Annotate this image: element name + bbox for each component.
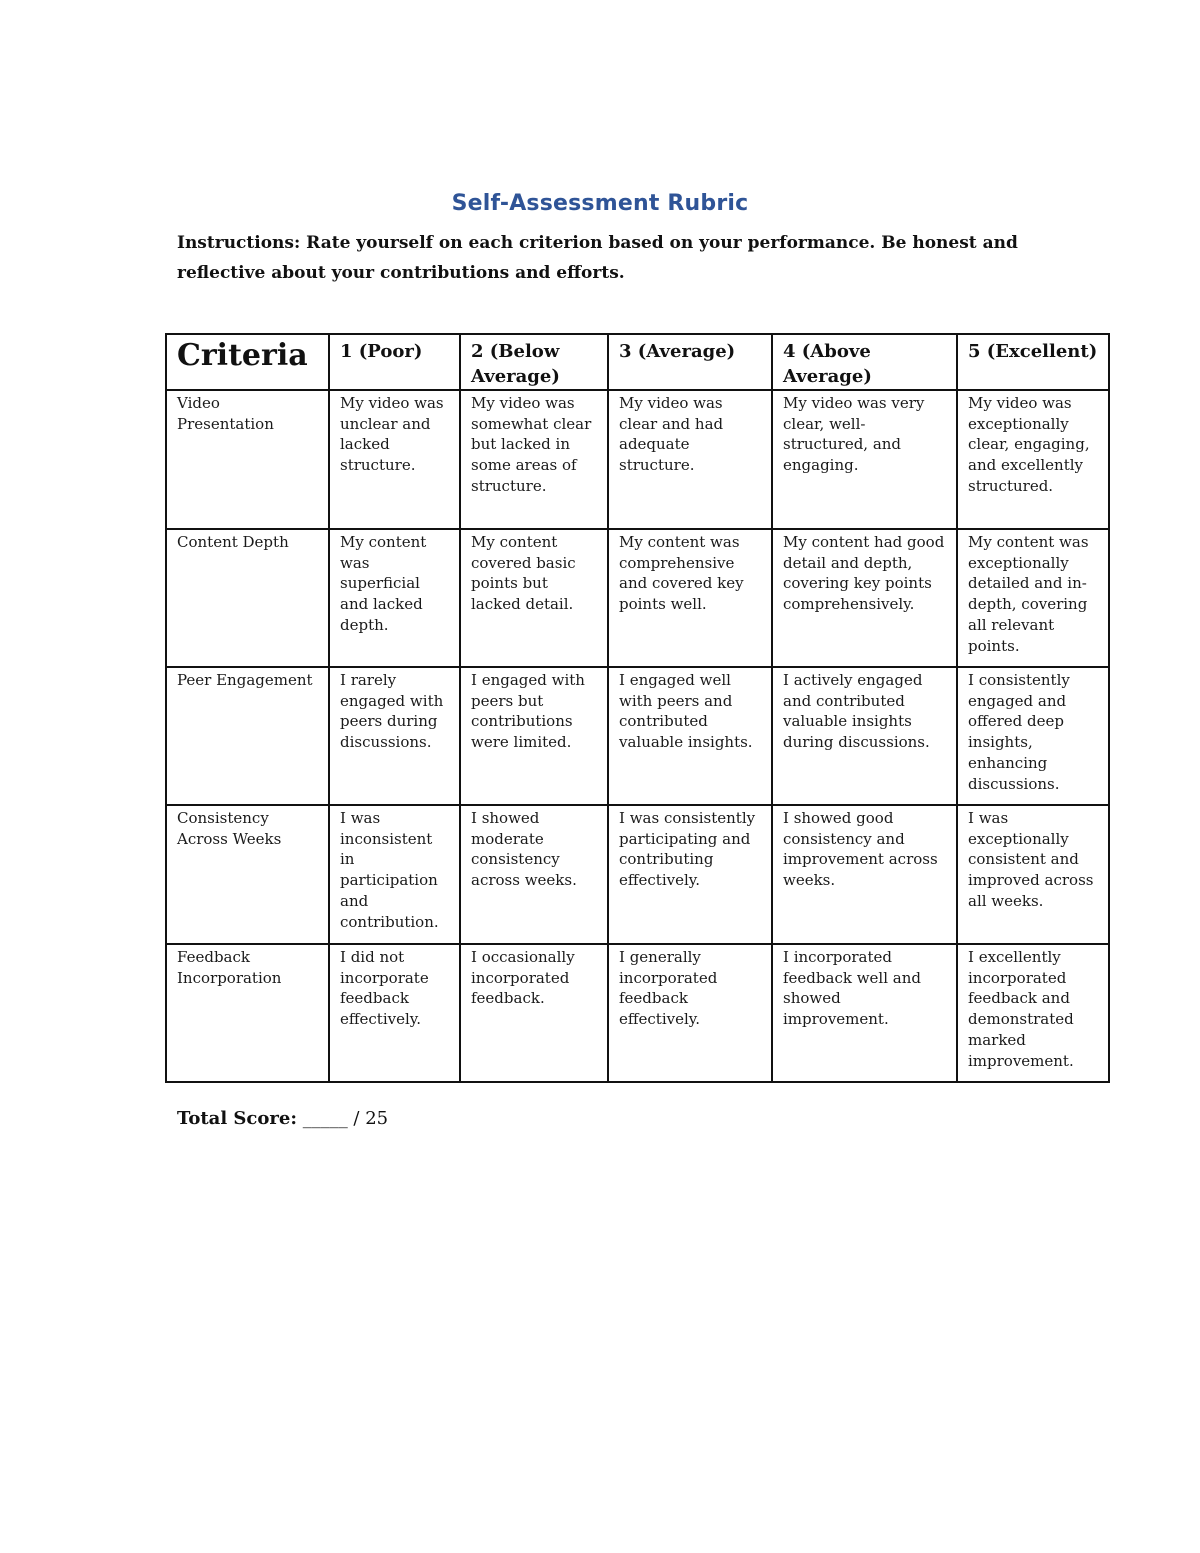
instructions-line: reflective about your contributions and efforts. xyxy=(177,263,625,283)
table-row xyxy=(166,529,1109,667)
rubric-cell: I occasionally incorporated feedback. xyxy=(460,944,608,1082)
column-header-score-4: 4 (Above Average) xyxy=(772,334,957,390)
criterion-cell: Content Depth xyxy=(166,529,329,667)
column-header-score-5: 5 (Excellent) xyxy=(957,334,1109,390)
rubric-cell: I did not incorporate feedback effectively. xyxy=(329,944,460,1082)
total-score-label: Total Score: xyxy=(177,1108,297,1129)
criterion-cell: Feedback Incorporation xyxy=(166,944,329,1082)
table-row xyxy=(166,944,1109,1082)
rubric-cell: My video was unclear and lacked structure. xyxy=(329,390,460,529)
table-header-row xyxy=(166,334,1109,390)
instructions-line: Instructions: Rate yourself on each criterion based on your performance. Be honest and xyxy=(177,233,1018,253)
rubric-cell: I consistently engaged and offered deep insights, enhancing discussions. xyxy=(957,667,1109,805)
column-header-score-2: 2 (Below Average) xyxy=(460,334,608,390)
column-header-criteria: Criteria xyxy=(166,334,329,390)
rubric-cell: I actively engaged and contributed valuable insights during discussions. xyxy=(772,667,957,805)
rubric-cell: My video was somewhat clear but lacked in some areas of structure. xyxy=(460,390,608,529)
rubric-cell: I engaged with peers but contributions were limited. xyxy=(460,667,608,805)
rubric-cell: I was inconsistent in participation and contribution. xyxy=(329,805,460,944)
rubric-cell: My content covered basic points but lacked detail. xyxy=(460,529,608,667)
rubric-cell: My video was exceptionally clear, engaging, and excellently structured. xyxy=(957,390,1109,529)
rubric-cell: I was consistently participating and contributing effectively. xyxy=(608,805,772,944)
table-row xyxy=(166,667,1109,805)
rubric-cell: I rarely engaged with peers during discussions. xyxy=(329,667,460,805)
instructions-text xyxy=(177,228,1037,288)
rubric-table xyxy=(165,333,1110,1083)
criterion-cell: Consistency Across Weeks xyxy=(166,805,329,944)
rubric-cell: My content had good detail and depth, covering key points comprehensively. xyxy=(772,529,957,667)
rubric-cell: My video was very clear, well-structured, and engaging. xyxy=(772,390,957,529)
rubric-cell: I incorporated feedback well and showed improvement. xyxy=(772,944,957,1082)
table-row xyxy=(166,805,1109,944)
rubric-cell: I excellently incorporated feedback and demonstrated marked improvement. xyxy=(957,944,1109,1082)
rubric-cell: I engaged well with peers and contributed valuable insights. xyxy=(608,667,772,805)
rubric-cell: I generally incorporated feedback effectively. xyxy=(608,944,772,1082)
criterion-cell: Peer Engagement xyxy=(166,667,329,805)
total-score xyxy=(177,1108,388,1129)
table-row xyxy=(166,390,1109,529)
rubric-cell: I was exceptionally consistent and improved across all weeks. xyxy=(957,805,1109,944)
rubric-cell: My content was exceptionally detailed and in-depth, covering all relevant points. xyxy=(957,529,1109,667)
rubric-cell: My content was superficial and lacked depth. xyxy=(329,529,460,667)
rubric-cell: My content was comprehensive and covered key points well. xyxy=(608,529,772,667)
page-title: Self-Assessment Rubric xyxy=(451,191,749,216)
column-header-score-3: 3 (Average) xyxy=(608,334,772,390)
rubric-cell: I showed good consistency and improvement across weeks. xyxy=(772,805,957,944)
column-header-score-1: 1 (Poor) xyxy=(329,334,460,390)
criterion-cell: Video Presentation xyxy=(166,390,329,529)
rubric-cell: I showed moderate consistency across weeks. xyxy=(460,805,608,944)
rubric-cell: My video was clear and had adequate structure. xyxy=(608,390,772,529)
total-score-value: _____ / 25 xyxy=(302,1108,389,1129)
